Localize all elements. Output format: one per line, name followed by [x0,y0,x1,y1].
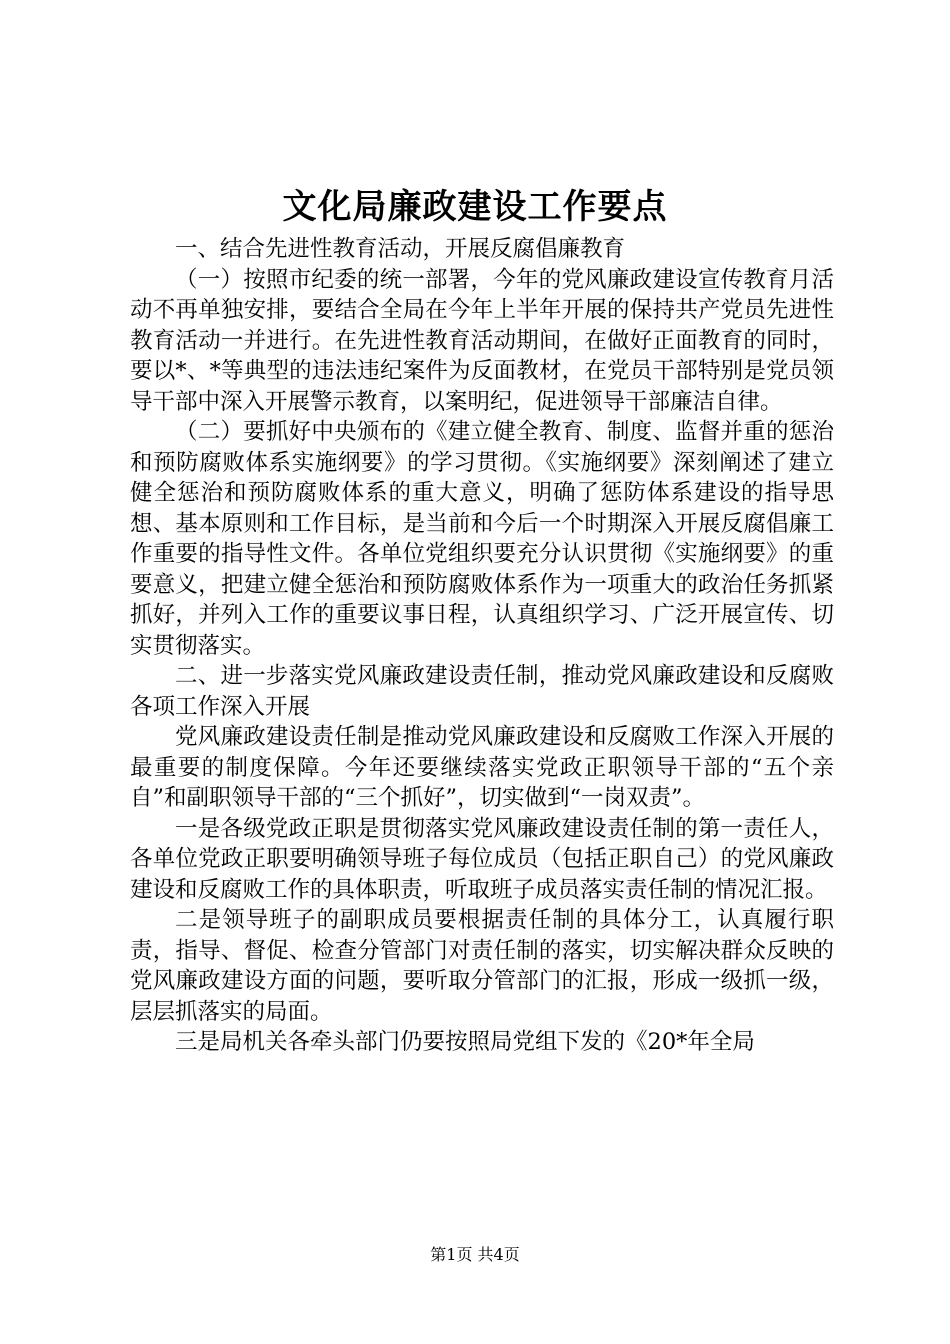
section-heading-2: 二、进一步落实党风廉政建设责任制，推动党风廉政建设和反腐败各项工作深入开展 [130,663,834,720]
paragraph-6: 三是局机关各牵头部门仍要按照局党组下发的《20*年全局 [175,1029,755,1055]
document-title: 文化局廉政建设工作要点 [282,187,668,227]
section-heading-1: 一、结合先进性教育活动，开展反腐倡廉教育 [175,236,626,262]
page-footer: 第1页 共4页 [430,1245,520,1264]
paragraph-3: 党风廉政建设责任制是推动党风廉政建设和反腐败工作深入开展的最重要的制度保障。今年还要继续落实党政正职领导干部的“五个亲自”和副职领导干部的“三个抓好”，切实做到“一岗双责”。 [130,724,834,811]
paragraph-5: 二是领导班子的副职成员要根据责任制的具体分工，认真履行职责，指导、督促、检查分管部门对责任制的落实，切实解决群众反映的党风廉政建设方面的问题，要听取分管部门的汇报，形成一级抓一级，层层抓落实的局面。 [130,907,834,1025]
paragraph-1: （一）按照市纪委的统一部署，今年的党风廉政建设宣传教育月活动不再单独安排，要结合全局在今年上半年开展的保持共产党员先进性教育活动一并进行。在先进性教育活动期间，在做好正面教育的同时，要以*、*等典型的违法违纪案件为反面教材，在党员干部特别是党员领导干部中深入开展警示教育，以案明纪，促进领导干部廉洁自律。 [130,266,834,415]
document-body [130,234,834,1058]
paragraph-4: 一是各级党政正职是贯彻落实党风廉政建设责任制的第一责任人，各单位党政正职要明确领导班子每位成员（包括正职自己）的党风廉政建设和反腐败工作的具体职责，听取班子成员落实责任制的情况汇报。 [130,815,834,903]
paragraph-2: （二）要抓好中央颁布的《建立健全教育、制度、监督并重的惩治和预防腐败体系实施纲要》的学习贯彻。《实施纲要》深刻阐述了建立健全惩治和预防腐败体系的重大意义，明确了惩防体系建设的指导思想、基本原则和工作目标，是当前和今后一个时期深入开展反腐倡廉工作重要的指导性文件。各单位党组织要充分认识贯彻《实施纲要》的重要意义，把建立健全惩治和预防腐败体系作为一项重大的政治任务抓紧抓好，并列入工作的重要议事日程，认真组织学习、广泛开展宣传、切实贯彻落实。 [130,419,834,659]
